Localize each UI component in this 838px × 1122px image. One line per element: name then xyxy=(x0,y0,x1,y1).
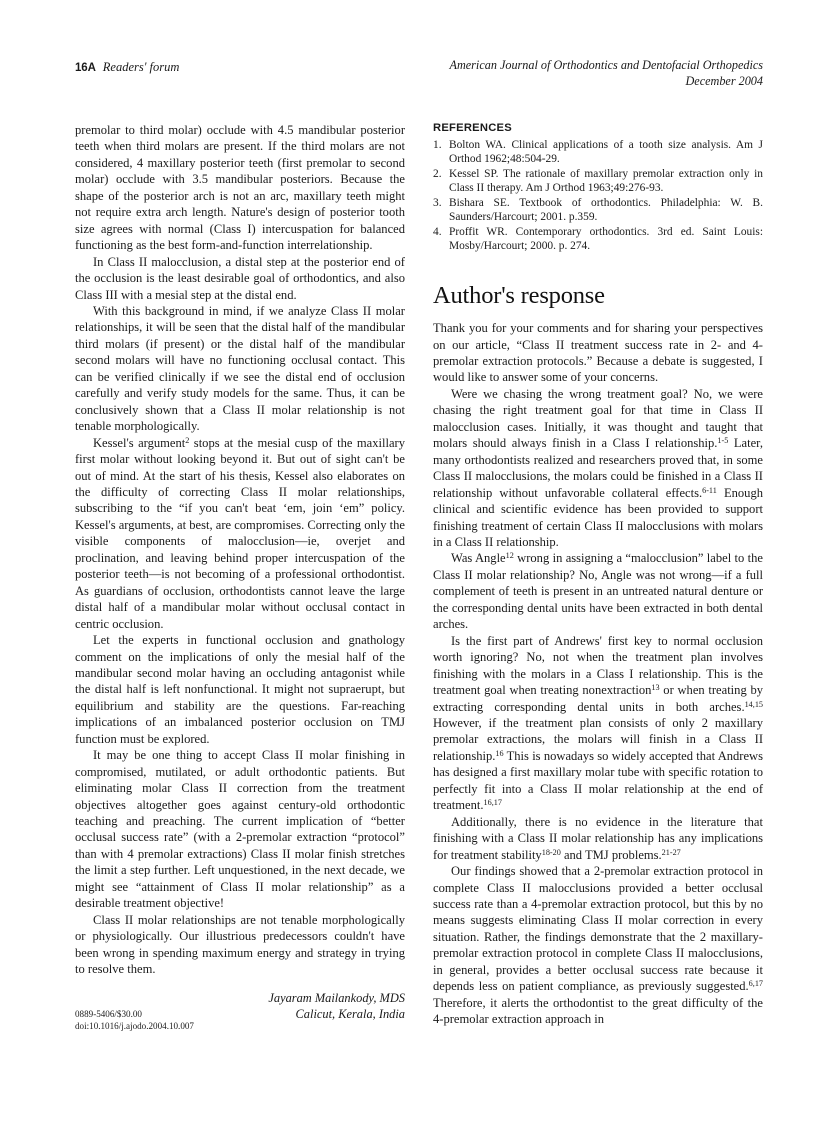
page-folio: 16A xyxy=(75,62,96,74)
letter-body xyxy=(75,122,405,978)
section-title: Readers' forum xyxy=(102,60,180,74)
signature-affiliation: Calicut, Kerala, India xyxy=(295,1006,405,1021)
reference-item: Bishara SE. Textbook of orthodontics. Philadelphia: W. B. Saunders/Harcourt; 2001. p.359. xyxy=(449,196,763,224)
references-list xyxy=(433,138,763,253)
paragraph: Additionally, there is no evidence in the literature that finishing with a Class II molar relationship has any implications for treatment stability$^{18-20}$ and TMJ problems.$^{21-27}$ xyxy=(433,814,763,862)
paragraph: Class II molar relationships are not tenable morphologically or physiologically. Our illustrious predecessors couldn't have been wrong in spending maximum energy and strategy in trying to resolve them. xyxy=(75,912,405,977)
paragraph: Kessel's argument$^2$ stops at the mesial cusp of the maxillary first molar without looking beyond it. But out of sight can't be out of mind. At the start of his thesis, Kessel also elaborates on the difficulty of correcting Class II molar relationships, subscribing to the “if you can't beat ‘em, join ‘em” policy. Kessel's arguments, at best, are compromises. Correcting only the visible components of malocclusion—ie, overjet and proclination, and leaving behind proper intercuspation of the posterior teeth—is not becoming of a professional orthodontist. As guardians of occlusion, orthodontists cannot leave the large distal half of a mandibular molar without occlusal contact in centric occlusion. xyxy=(75,435,405,631)
paragraph: Were we chasing the wrong treatment goal? No, we were chasing the right treatment goal for that time in Class II malocclusion cases. Initially, it was thought and taught that molars should always finish in a Class I relationship.$^{1-5}$ Later, many orthodontists realized and researchers proved that, in some Class II malocclusions, the molars could be finished in a Class II relationship without unfavorable collateral effects.$^{6-11}$ Enough clinical and scientific evidence has been provided to support finishing treatment of certain Class II malocclusions with molars in a Class II relationship. xyxy=(433,386,763,550)
running-head xyxy=(75,58,763,104)
issue-date: December 2004 xyxy=(685,73,763,88)
right-column xyxy=(433,122,763,1028)
author-response-body xyxy=(433,320,763,1027)
paragraph: In Class II malocclusion, a distal step at the posterior end of the occlusion is the least desirable goal of orthodontics, and also Class III with a mesial step at the distal end. xyxy=(75,254,405,302)
page-footer xyxy=(75,1008,194,1033)
paragraph: Thank you for your comments and for sharing your perspectives on our article, “Class II treatment success rate in 2- and 4-premolar extraction protocols.” Because a debate is suggested, I would like to answer some of your concerns. xyxy=(433,321,763,385)
paragraph: Our findings showed that a 2-premolar extraction protocol in complete Class II malocclusions provided a better occlusal success rate than a 4-premolar extraction protocol, but this by no means suggests eliminating Class II molar correction in every situation. Rather, the findings demonstrate that the 2 maxillary-premolar extraction protocol in complete Class II malocclusions, in general, provides a better occlusal success rate because it depends less on patient compliance, as previously suggested.$^{6,17}$ Therefore, it alerts the orthodontist to the great difficulty of the 4-premolar extraction approach in xyxy=(433,864,763,1027)
paragraph: Let the experts in functional occlusion and gnathology comment on the implications of only the mesial half of the mandibular second molar having an occluding antagonist while the distal half is left nonfunctional. It might not supraerupt, but equilibrium and stability are the questions. Far-reaching implications of an imbalanced posterior occlusion on TMJ function must be explored. xyxy=(75,633,405,746)
running-head-right xyxy=(450,58,763,89)
reference-item: Proffit WR. Contemporary orthodontics. 3rd ed. Saint Louis: Mosby/Harcourt; 2000. p. 274. xyxy=(449,225,763,252)
paragraph: premolar to third molar) occlude with 4.5 mandibular posterior teeth when third molars are present. If the third molars are not considered, 4 maxillary posterior teeth (first premolar to second molar) occlude with 3.5 mandibular posteriors. Because the shape of the posterior arch is not an arc, maxillary teeth might not require extra arch length. Nature's design of posterior tooth size agrees with normal (Class I) intercuspation for balanced functioning as the best form-and-function interrelationship. xyxy=(75,123,405,253)
paragraph: Is the first part of Andrews' first key to normal occlusion worth ignoring? No, not when the treatment plan involves finishing with the molars in a Class I relationship. This is the treatment goal when treating nonextraction$^{13}$ or when treating by extracting corresponding dental units in both arches.$^{14,15}$ However, if the treatment plan consists of only 2 maxillary premolar extractions, the molars will finish in a Class II relationship.$^{16}$ This is nowadays so widely accepted that Andrews has designed a first maxillary molar tube with specific rotation to perfectly fit into a Class II molar relationship at the end of treatment.$^{16,17}$ xyxy=(433,633,763,813)
author-response-heading: Author's response xyxy=(433,282,605,310)
running-head-left xyxy=(75,58,179,76)
journal-title: American Journal of Orthodontics and Dentofacial Orthopedics xyxy=(449,58,763,72)
left-column xyxy=(75,122,405,1022)
issn-price: 0889-5406/$30.00 xyxy=(75,1009,142,1019)
doi: doi:10.1016/j.ajodo.2004.10.007 xyxy=(75,1021,194,1032)
paragraph: Was Angle$^{12}$ wrong in assigning a “malocclusion” label to the Class II molar relationship? No, Angle was not wrong—if a full complement of teeth is present in an untreated natural denture or the corresponding dental units have been extracted in both dental arches. xyxy=(433,551,763,632)
references-heading: REFERENCES xyxy=(433,122,512,134)
paragraph: With this background in mind, if we analyze Class II molar relationships, it will be seen that the distal half of the mandibular third molars (if present) or the distal half of the mandibular second molars will have no functioning occlusal contact. This can be verified clinically if we see the distal end of occlusion carefully and verify study models for the same. Thus, it can be conclusively shown that a Class II molar relationship is not tenable morphologically. xyxy=(75,303,405,434)
reference-item: Kessel SP. The rationale of maxillary premolar extraction only in Class II therapy. Am J Orthod 1963;49:276-93. xyxy=(449,167,763,195)
signature-author: Jayaram Mailankody, MDS xyxy=(268,990,405,1005)
paragraph: It may be one thing to accept Class II molar finishing in compromised, mutilated, or adult orthodontic patients. But eliminating molar Class II correction from the treatment objectives altogether goes against century-old orthodontic teaching and preaching. The current implication of “better occlusal success rate” (with a 2-premolar extraction “protocol” than with 4 premolar extractions) Class II molar finish stretches the limit a step further. Left unquestioned, in the next decade, we might see “attainment of Class II molar relationship” as a desirable treatment objective! xyxy=(75,748,405,911)
reference-item: Bolton WA. Clinical applications of a tooth size analysis. Am J Orthod 1962;48:504-29. xyxy=(449,139,763,166)
